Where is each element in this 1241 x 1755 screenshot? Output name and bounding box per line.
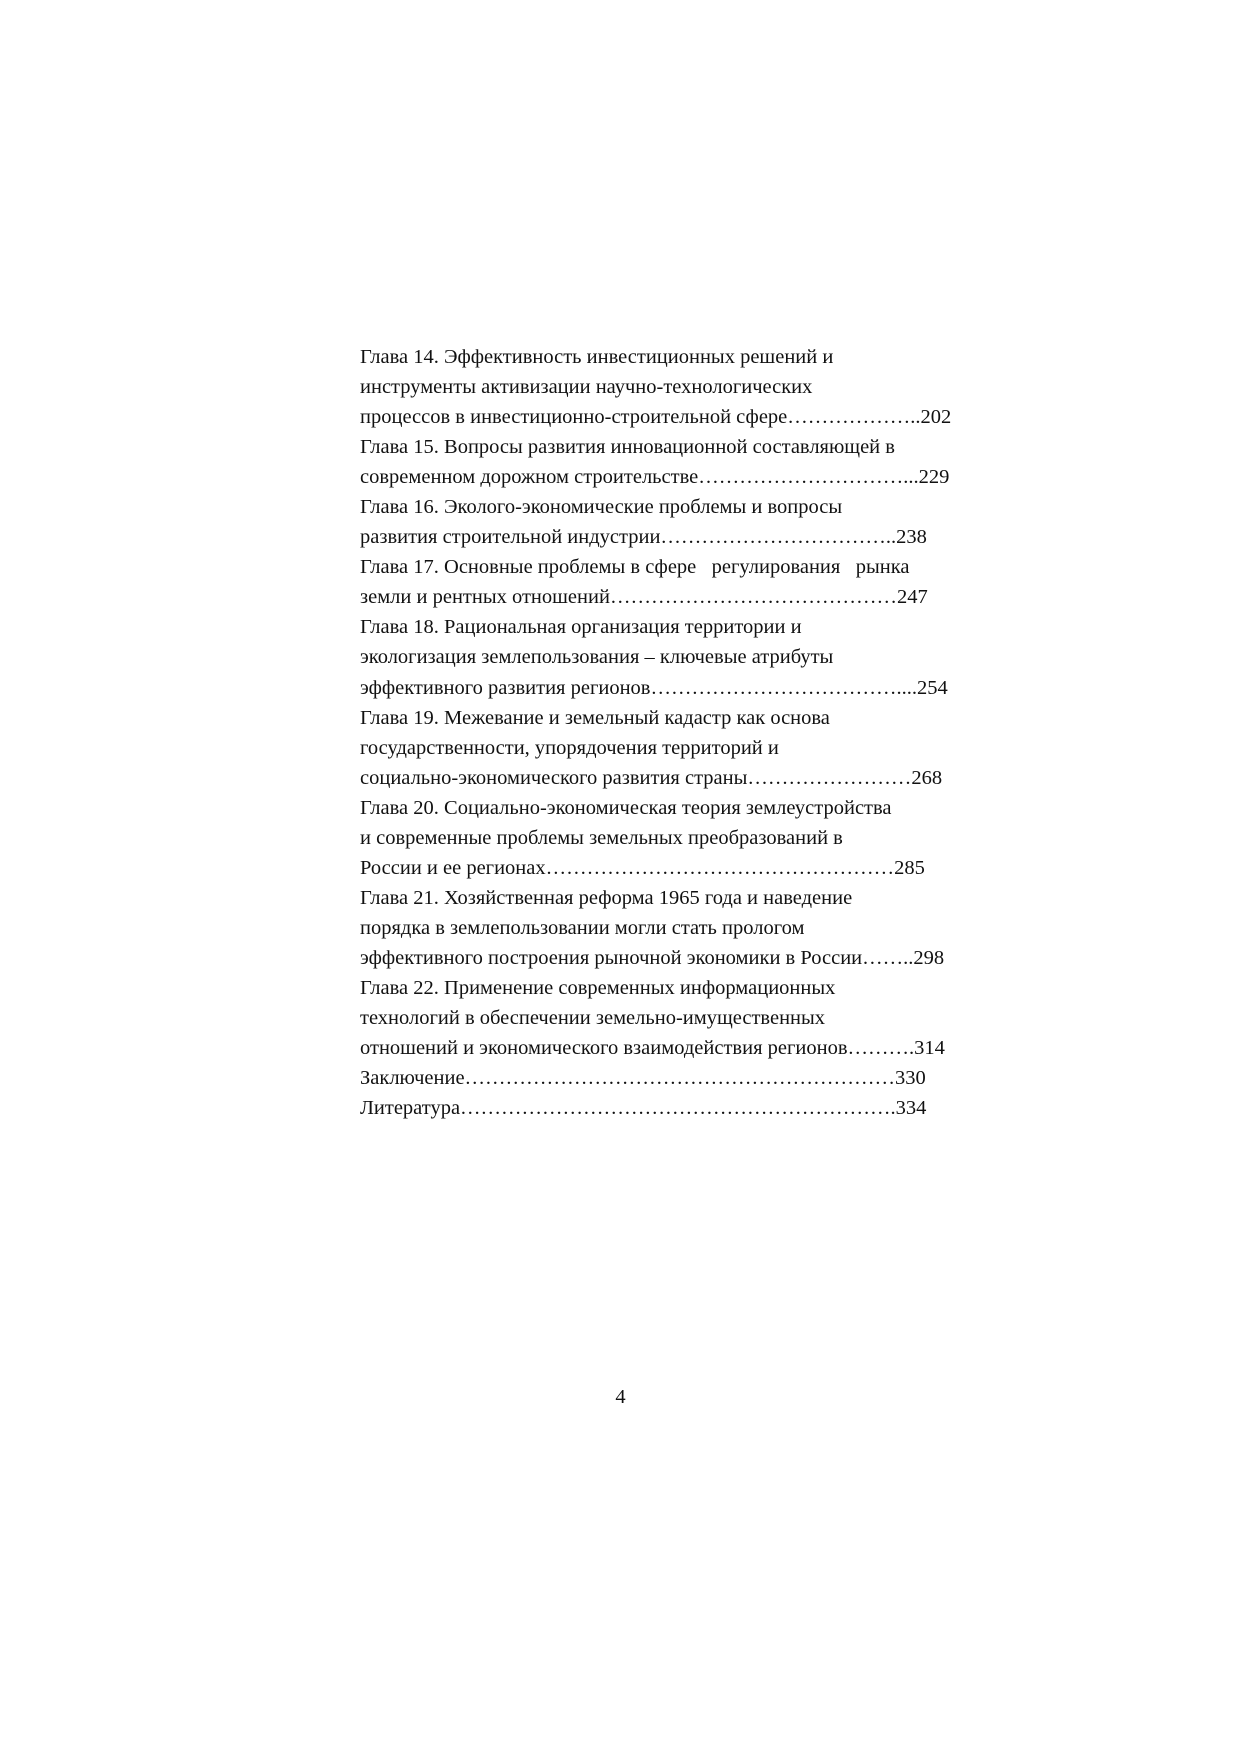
toc-line: Глава 19. Межевание и земельный кадастр как основа [360,706,830,729]
toc-line: экологизация землепользования – ключевые атрибуты [360,646,834,669]
toc-line: современном дорожном строительстве…………………………...229 [360,466,950,489]
toc-line: земли и рентных отношений……………………………………247 [360,586,928,609]
page-number: 4 [615,1386,626,1408]
toc-line: отношений и экономического взаимодействия регионов……….314 [360,1037,945,1060]
toc-line: и современные проблемы земельных преобразований в [360,826,843,849]
toc-line: Глава 22. Применение современных информационных [360,976,836,999]
toc-line: социально-экономического развития страны……………………268 [360,766,943,789]
toc-line: эффективного построения рыночной экономики в России……..298 [360,946,945,969]
toc-line: Глава 15. Вопросы развития инновационной составляющей в [360,436,895,459]
toc-line: развития строительной индустрии……………………………..238 [360,526,927,549]
toc-line: Глава 20. Социально-экономическая теория землеустройства [360,796,892,819]
toc-line: технологий в обеспечении земельно-имущественных [360,1007,826,1030]
toc-line: инструменты активизации научно-технологических [360,376,813,399]
toc-line: Глава 18. Рациональная организация территории и [360,616,802,639]
toc-line: порядка в землепользовании могли стать прологом [360,916,805,939]
table-of-contents [360,342,1000,1123]
toc-line: государственности, упорядочения территорий и [360,736,779,759]
toc-line: Литература……………………………………………………….334 [360,1097,927,1120]
toc-line: Заключение………………………………………………………330 [360,1067,926,1090]
toc-line: Глава 16. Эколого-экономические проблемы и вопросы [360,496,843,519]
toc-line: Глава 14. Эффективность инвестиционных решений и [360,346,834,368]
toc-line: процессов в инвестиционно-строительной сфере………………..202 [360,406,952,429]
toc-line: России и ее регионах……………………………………………285 [360,856,925,879]
toc-line: Глава 21. Хозяйственная реформа 1965 года и наведение [360,886,853,909]
toc-line: эффективного развития регионов………………………………....254 [360,676,948,699]
toc-line: Глава 17. Основные проблемы в сфере регулирования рынка [360,556,910,579]
